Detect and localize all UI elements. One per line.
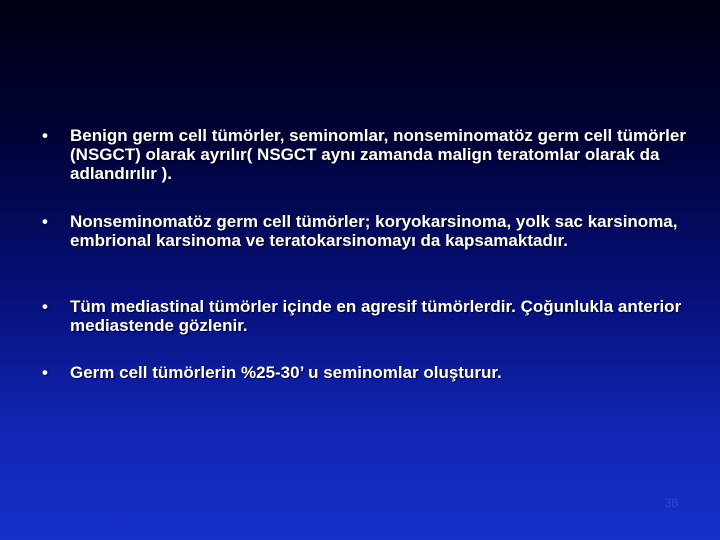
bullet-marker: •	[42, 212, 48, 231]
bullet-item-benign-germ-cell	[30, 126, 690, 183]
bullet-marker: •	[42, 126, 48, 145]
bullet-item-aggressive-tumors	[30, 297, 690, 335]
bullet-marker: •	[42, 297, 48, 316]
bullet-text: Tüm mediastinal tümörler içinde en agresif tümörlerdir. Çoğunlukla anterior mediastende gözlenir.	[70, 297, 682, 335]
bullet-list	[30, 126, 690, 382]
bullet-text: Benign germ cell tümörler, seminomlar, nonseminomatöz germ cell tümörler (NSGCT) olarak ayrılır( NSGCT aynı zamanda malign teratomlar olarak da adlandırılır ).	[70, 126, 686, 183]
bullet-item-seminoma-ratio	[30, 363, 690, 382]
bullet-text: Germ cell tümörlerin %25-30’ u seminomlar oluşturur.	[70, 363, 502, 382]
bullet-item-nonseminomatous	[30, 212, 690, 250]
bullet-marker: •	[42, 363, 48, 382]
page-number: 38	[664, 496, 678, 510]
bullet-text: Nonseminomatöz germ cell tümörler; koryokarsinoma, yolk sac karsinoma, embrional karsinoma ve teratokarsinomayı da kapsamaktadır.	[70, 212, 678, 250]
